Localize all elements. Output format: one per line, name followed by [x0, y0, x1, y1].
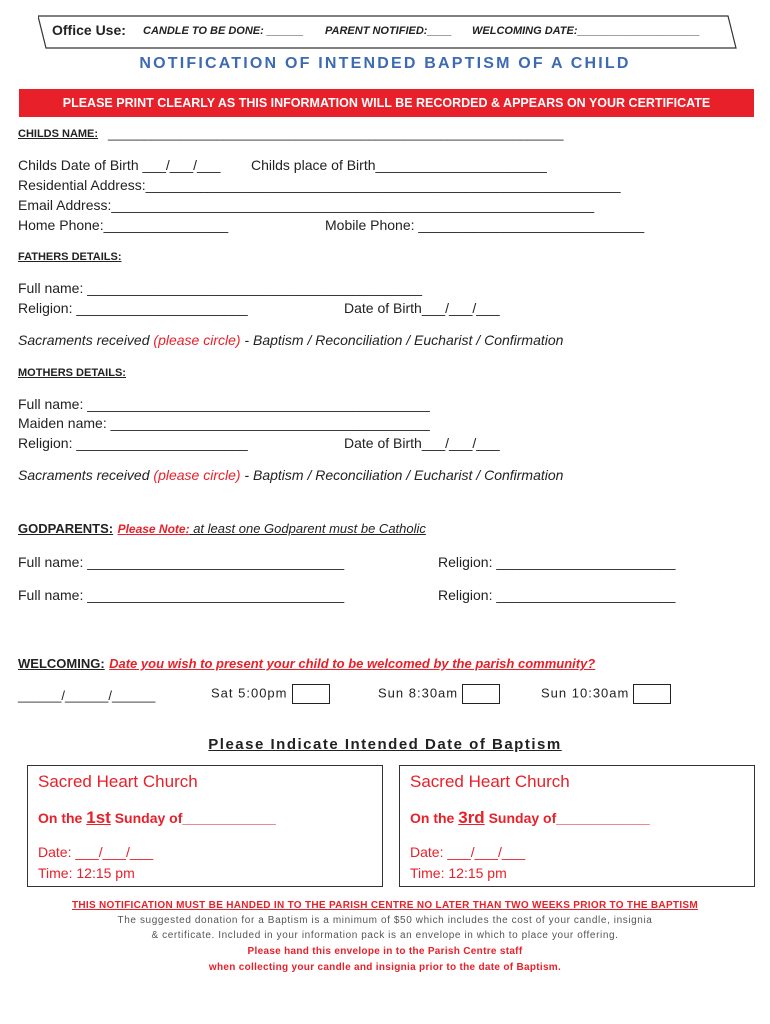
on-the-label: On the [38, 810, 87, 826]
sunday-of-line[interactable]: Sunday of____________ [110, 810, 276, 826]
welcoming-date-field[interactable]: WELCOMING DATE:____________________ [472, 25, 700, 37]
childs-name-field[interactable]: _______________________________________________________________ [108, 126, 564, 141]
mobile-phone-field[interactable]: Mobile Phone: _____________________________ [325, 217, 645, 233]
footer-collect-text: when collecting your candle and insignia prior to the date of Baptism. [208, 962, 562, 973]
email-address-field[interactable]: Email Address:______________________________________________________________ [18, 197, 595, 213]
candle-field[interactable]: CANDLE TO BE DONE: ______ [143, 25, 304, 37]
godparent-2-religion-field[interactable]: Religion: _______________________ [438, 587, 676, 603]
godparent-note: at least one Godparent must be Catholic [189, 521, 426, 536]
godparents-heading-row [18, 520, 426, 538]
sacraments-list[interactable]: - Baptism / Reconciliation / Eucharist / Confirmation [240, 467, 564, 483]
church-box-third-sunday[interactable] [399, 765, 755, 887]
godparent-1-name-field[interactable]: Full name: _________________________________ [18, 554, 345, 570]
welcoming-heading: WELCOMING: [18, 656, 105, 671]
footer-envelope-text: & certificate. Included in your information pack is an envelope in which to place your offering. [151, 930, 619, 941]
baptism-time: Time: 12:15 pm [410, 865, 507, 881]
page-title: NOTIFICATION OF INTENDED BAPTISM OF A CHILD [139, 55, 631, 72]
father-full-name-field[interactable]: Full name: ___________________________________________ [18, 280, 423, 296]
please-circle-note: (please circle) [153, 467, 241, 483]
welcoming-heading-row [18, 655, 595, 673]
mother-sacraments[interactable] [18, 467, 563, 483]
baptism-time: Time: 12:15 pm [38, 865, 135, 881]
church-name: Sacred Heart Church [38, 772, 198, 791]
checkbox[interactable] [633, 684, 671, 704]
welcoming-question: Date you wish to present your child to be welcomed by the parish community? [109, 656, 596, 671]
church-box-first-sunday[interactable] [27, 765, 383, 887]
on-the-label: On the [410, 810, 459, 826]
fathers-details-heading: FATHERS DETAILS: [18, 251, 122, 263]
welcoming-date-line[interactable]: ______/______/______ [18, 688, 156, 703]
father-sacraments[interactable] [18, 332, 563, 348]
parent-notified-field[interactable]: PARENT NOTIFIED:____ [325, 25, 452, 37]
childs-name-heading: CHILDS NAME: [18, 128, 99, 140]
footer-donation-text: The suggested donation for a Baptism is a minimum of $50 which includes the cost of your candle, insignia [117, 915, 653, 926]
mother-full-name-field[interactable]: Full name: ____________________________________________ [18, 396, 430, 412]
option-label: Sun 10:30am [541, 685, 630, 701]
option-sat-500pm[interactable] [211, 684, 330, 704]
option-sun-830am[interactable] [378, 684, 500, 704]
baptism-date-heading: Please Indicate Intended Date of Baptism [208, 736, 562, 753]
godparent-1-religion-field[interactable]: Religion: _______________________ [438, 554, 676, 570]
sunday-number: 1st [86, 808, 111, 827]
option-label: Sat 5:00pm [211, 685, 288, 701]
sacraments-label: Sacraments received [18, 332, 154, 348]
home-phone-field[interactable]: Home Phone:________________ [18, 217, 229, 233]
mothers-details-heading: MOTHERS DETAILS: [18, 367, 126, 379]
childs-dob-field[interactable]: Childs Date of Birth ___/___/___ [18, 157, 221, 173]
childs-pob-field[interactable]: Childs place of Birth______________________ [251, 157, 547, 173]
sacraments-list[interactable]: - Baptism / Reconciliation / Eucharist / Confirmation [240, 332, 564, 348]
footer-deadline-notice: THIS NOTIFICATION MUST BE HANDED IN TO THE PARISH CENTRE NO LATER THAN TWO WEEKS PRIOR TO THE BAPTISM [71, 900, 699, 911]
option-sun-1030am[interactable] [541, 684, 671, 704]
baptism-date-field[interactable]: Date: ___/___/___ [410, 844, 526, 860]
checkbox[interactable] [462, 684, 500, 704]
office-use-label: Office Use: [52, 22, 126, 38]
church-name: Sacred Heart Church [410, 772, 570, 791]
sunday-of-line[interactable]: Sunday of____________ [484, 810, 650, 826]
third-sunday-field[interactable] [410, 808, 650, 828]
option-label: Sun 8:30am [378, 685, 459, 701]
mother-maiden-name-field[interactable]: Maiden name: _________________________________________ [18, 415, 430, 431]
godparents-heading: GODPARENTS: [18, 521, 114, 536]
sacraments-label: Sacraments received [18, 467, 154, 483]
please-circle-note: (please circle) [153, 332, 241, 348]
father-religion-field[interactable]: Religion: ______________________ [18, 300, 248, 316]
residential-address-field[interactable]: Residential Address:_____________________________________________________________ [18, 177, 621, 193]
baptism-date-field[interactable]: Date: ___/___/___ [38, 844, 154, 860]
footer-hand-in-text: Please hand this envelope in to the Parish Centre staff [247, 946, 523, 957]
mother-religion-field[interactable]: Religion: ______________________ [18, 435, 248, 451]
sunday-number: 3rd [458, 808, 485, 827]
godparent-2-name-field[interactable]: Full name: _________________________________ [18, 587, 345, 603]
father-dob-field[interactable]: Date of Birth___/___/___ [344, 300, 500, 316]
checkbox[interactable] [292, 684, 330, 704]
please-note-label: Please Note: [117, 522, 190, 536]
print-clearly-banner: PLEASE PRINT CLEARLY AS THIS INFORMATION WILL BE RECORDED & APPEARS ON YOUR CERTIFICATE [19, 89, 754, 117]
first-sunday-field[interactable] [38, 808, 276, 828]
mother-dob-field[interactable]: Date of Birth___/___/___ [344, 435, 500, 451]
